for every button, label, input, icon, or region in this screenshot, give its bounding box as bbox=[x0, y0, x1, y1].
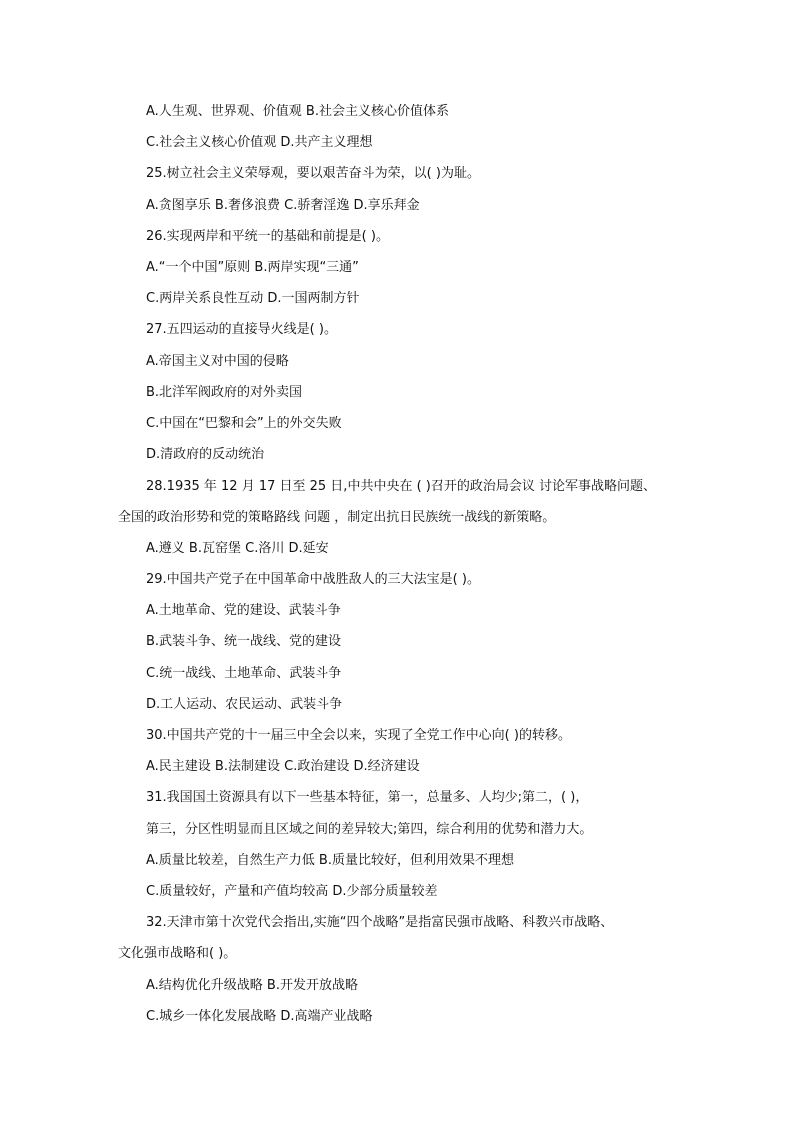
question-line: 27.五四运动的直接导火线是( )。 bbox=[146, 322, 337, 337]
option-line: A.帝国主义对中国的侵略 bbox=[146, 354, 289, 369]
option-line: C.统一战线、土地革命、武装斗争 bbox=[146, 666, 342, 681]
option-line: A.结构优化升级战略 B.开发开放战略 bbox=[146, 978, 358, 993]
option-line: A.人生观、世界观、价值观 B.社会主义核心价值体系 bbox=[146, 104, 449, 119]
option-line: A.贪图享乐 B.奢侈浪费 C.骄奢淫逸 D.享乐拜金 bbox=[146, 198, 420, 213]
option-line: A.民主建设 B.法制建设 C.政治建设 D.经济建设 bbox=[146, 759, 420, 774]
question-line: 全国的政治形势和党的策略路线 问题 ，制定出抗日民族统一战线的新策略。 bbox=[118, 510, 556, 525]
question-line: 第三，分区性明显而且区域之间的差异较大;第四，综合利用的优势和潜力大。 bbox=[146, 822, 593, 837]
question-line: 31.我国国土资源具有以下一些基本特征，第一，总量多、人均少;第二，( )， bbox=[146, 790, 589, 805]
option-line: B.北洋军阀政府的对外卖国 bbox=[146, 385, 303, 400]
option-line: A.遵义 B.瓦窑堡 C.洛川 D.延安 bbox=[146, 541, 329, 556]
option-line: D.清政府的反动统治 bbox=[146, 447, 265, 462]
question-line: 文化强市战略和( )。 bbox=[118, 946, 237, 961]
option-line: C.两岸关系良性互动 D.一国两制方针 bbox=[146, 291, 360, 306]
option-line: C.社会主义核心价值观 D.共产主义理想 bbox=[146, 135, 373, 150]
question-line: 32.天津市第十次党代会指出,实施“四个战略”是指富民强市战略、科教兴市战略、 bbox=[146, 915, 614, 930]
option-line: D.工人运动、农民运动、武装斗争 bbox=[146, 697, 343, 712]
option-line: C.城乡一体化发展战略 D.高端产业战略 bbox=[146, 1009, 373, 1024]
question-line: 25.树立社会主义荣辱观，要以艰苦奋斗为荣，以( )为耻。 bbox=[146, 166, 480, 181]
option-line: A.“一个中国”原则 B.两岸实现“三通” bbox=[146, 260, 359, 275]
question-line: 28.1935 年 12 月 17 日至 25 日,中共中央在 ( )召开的政治局会议 讨论军事战略问题、 bbox=[146, 479, 656, 494]
option-line: A.土地革命、党的建设、武装斗争 bbox=[146, 603, 341, 618]
option-line: A.质量比较差，自然生产力低 B.质量比较好，但利用效果不理想 bbox=[146, 853, 514, 868]
option-line: C.中国在“巴黎和会”上的外交失败 bbox=[146, 416, 342, 431]
option-line: C.质量较好，产量和产值均较高 D.少部分质量较差 bbox=[146, 884, 438, 899]
question-line: 29.中国共产党子在中国革命中战胜敌人的三大法宝是( )。 bbox=[146, 572, 480, 587]
question-line: 30.中国共产党的十一届三中全会以来，实现了全党工作中心向( )的转移。 bbox=[146, 728, 571, 743]
question-line: 26.实现两岸和平统一的基础和前提是( )。 bbox=[146, 229, 389, 244]
option-line: B.武装斗争、统一战线、党的建设 bbox=[146, 634, 342, 649]
